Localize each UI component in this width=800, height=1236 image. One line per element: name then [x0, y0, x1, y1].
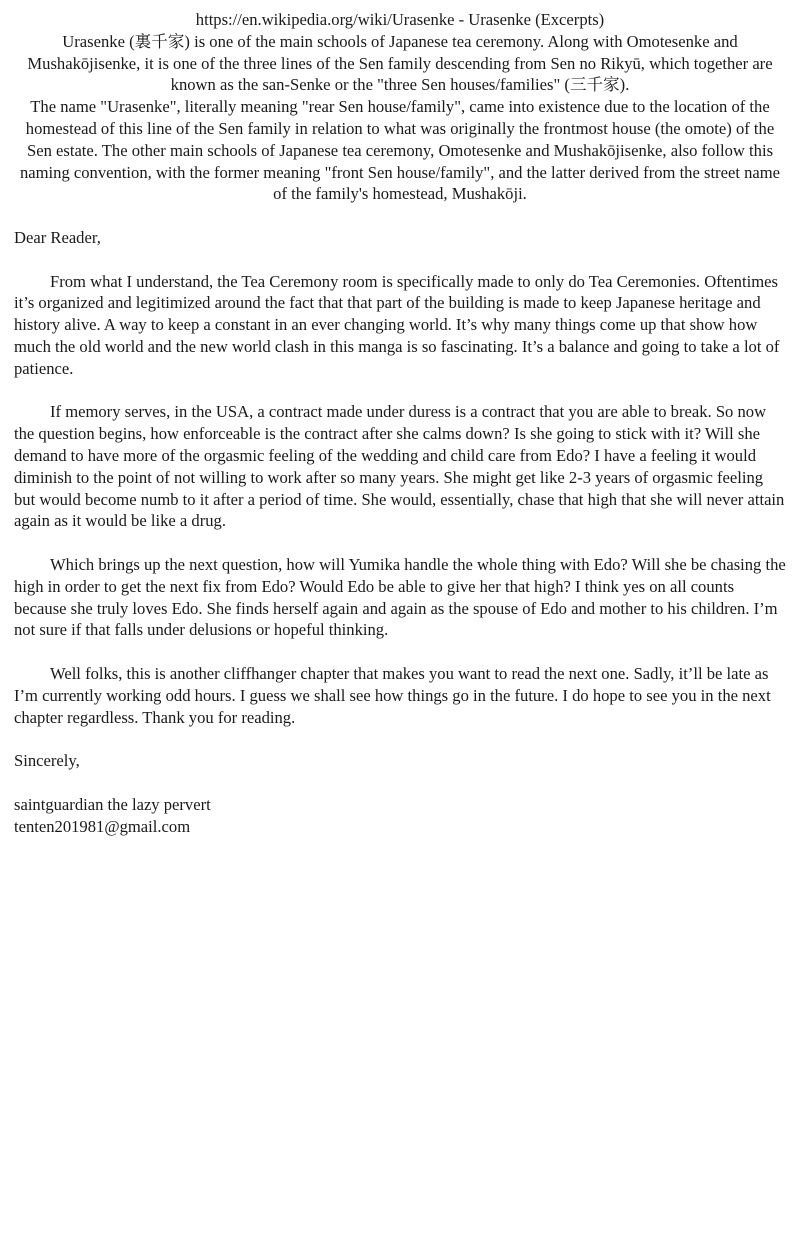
- letter-paragraph-3: Which brings up the next question, how will Yumika handle the whole thing with Edo? Will she be chasing the high in order to get the next fix from Edo? Would Edo be able to give her that high? I think yes on all counts because she truly loves Edo. She finds herself again and again as the spouse of Edo and mother to his children. I’m not sure if that falls under delusions or hopeful thinking.: [14, 554, 786, 640]
- signature-email: tenten201981@gmail.com: [14, 816, 191, 836]
- wikipedia-excerpt: [14, 9, 786, 205]
- letter-paragraph-2: If memory serves, in the USA, a contract made under duress is a contract that you are able to break. So now the question begins, how enforceable is the contract after she calms down? Is she going to stick with it? Will she demand to have more of the orgasmic feeling of the wedding and child care from Edo? I have a feeling it would diminish to the point of not willing to work after so many years. She might get like 2-3 years of orgasmic feeling but would become numb to it after a period of time. She would, essentially, chase that high that she will never attain again as it would be like a drug.: [14, 402, 785, 531]
- letter-paragraph-1: From what I understand, the Tea Ceremony room is specifically made to only do Tea Ceremonies. Oftentimes it’s organized and legitimized around the fact that that part of the building is made to keep Japanese heritage and history alive. A way to keep a constant in an ever changing world. It’s why many things come up that show how much the old world and the new world clash in this manga is so fascinating. It’s a balance and going to take a lot of patience.: [14, 271, 780, 378]
- letter-paragraph-4: Well folks, this is another cliffhanger chapter that makes you want to read the next one. Sadly, it’ll be late as I’m currently working odd hours. I guess we shall see how things go in the future. I do hope to see you in the next chapter regardless. Thank you for reading.: [14, 663, 771, 727]
- letter-closing: Sincerely,: [14, 751, 80, 771]
- excerpt-paragraph-2: The name "Urasenke", literally meaning "rear Sen house/family", came into existence due to the location of the homestead of this line of the Sen family in relation to what was originally the frontmost house (the omote) of the Sen estate. The other main schools of Japanese tea ceremony, Omotesenke and Mushakōjisenke, also follow this naming convention, with the former meaning "front Sen house/family", and the latter derived from the street name of the family's homestead, Mushakōji.: [19, 97, 781, 204]
- signature-name: saintguardian the lazy pervert: [14, 794, 211, 814]
- excerpt-paragraph-1: Urasenke (裏千家) is one of the main schools of Japanese tea ceremony. Along with Omotesenke and Mushakōjisenke, it is one of the three lines of the Sen family descending from Sen no Rikyū, which together are known as the san-Senke or the "three Sen houses/families" (三千家).: [27, 31, 773, 95]
- excerpt-source-line: https://en.wikipedia.org/wiki/Urasenke - Urasenke (Excerpts): [195, 10, 605, 29]
- letter-salutation: Dear Reader,: [14, 228, 101, 247]
- letter-body: [14, 227, 786, 837]
